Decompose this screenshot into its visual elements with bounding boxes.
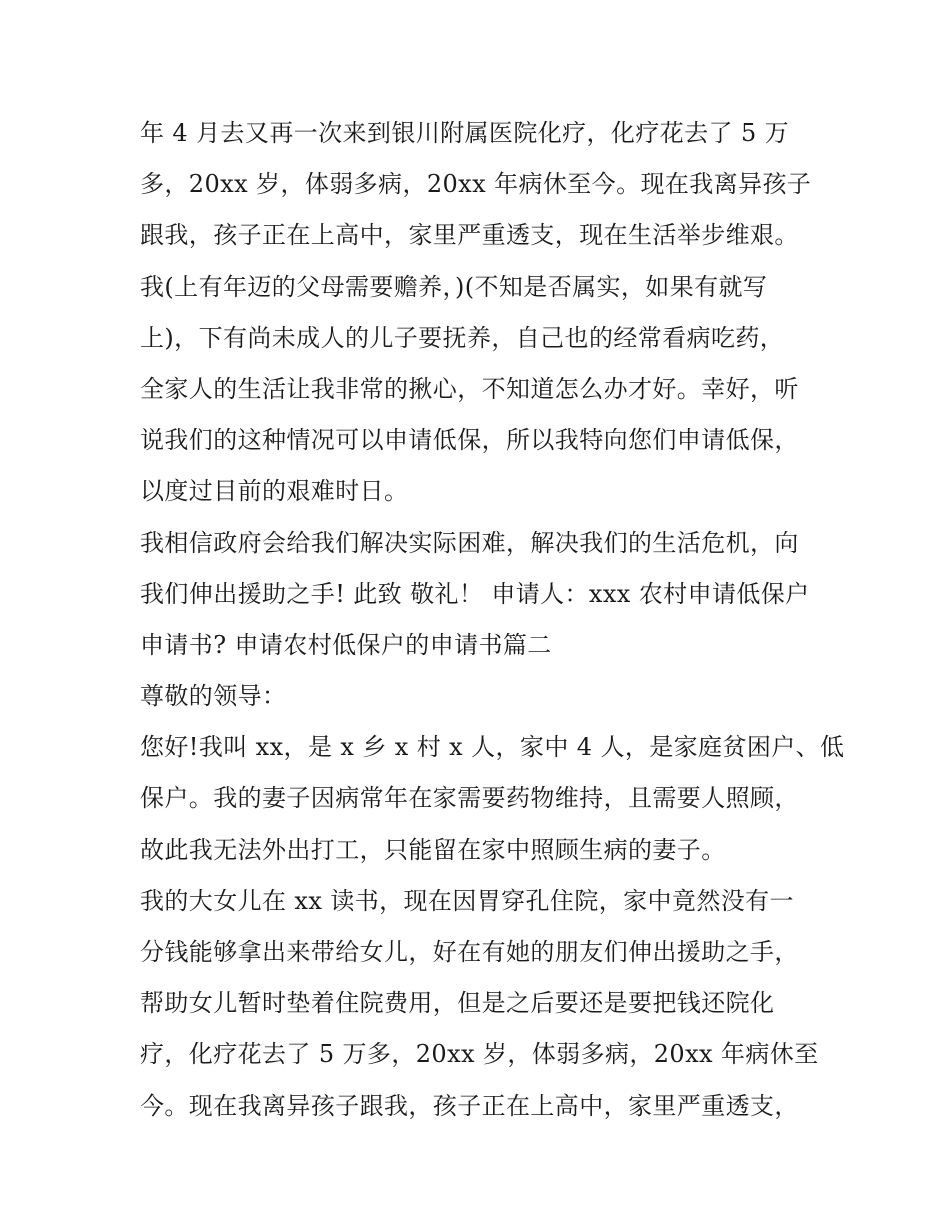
text-line: 上)，下有尚未成人的儿子要抚养，自己也的经常看病吃药， [140, 323, 785, 352]
document-body [140, 108, 845, 1132]
salutation: 尊敬的领导： [140, 682, 287, 711]
text-line: 分钱能够拿出来带给女儿，好在有她的朋友们伸出援助之手， [140, 938, 799, 966]
text-line: 我(上有年迈的父母需要赡养，)(不知是否属实，如果有就写 [140, 272, 768, 301]
text-line: 我们伸出援助之手! 此致 敬礼！ 申请人：xxx 农村申请低保户 [140, 579, 810, 608]
text-line: 多，20xx 岁，体弱多病，20xx 年病休至今。现在我离异孩子 [140, 170, 812, 199]
text-line: 保户。我的妻子因病常年在家需要药物维持，且需要人照顾， [140, 784, 799, 813]
text-line: 以度过目前的艰难时日。 [140, 477, 409, 506]
text-line: 我相信政府会给我们解决实际困难，解决我们的生活危机，向 [140, 528, 799, 557]
text-line: 全家人的生活让我非常的揪心，不知道怎么办才好。幸好，听 [140, 374, 799, 403]
text-line: 年 4 月去又再一次来到银川附属医院化疗，化疗花去了 5 万 [140, 119, 790, 147]
text-line: 故此我无法外出打工，只能留在家中照顾生病的妻子。 [140, 835, 726, 864]
text-line: 您好!我叫 xx，是 x 乡 x 村 x 人，家中 4 人，是家庭贫困户、低 [140, 733, 845, 762]
text-line: 帮助女儿暂时垫着住院费用，但是之后要还是要把钱还院化 [140, 989, 775, 1018]
text-line: 说我们的这种情况可以申请低保，所以我特向您们申请低保， [140, 426, 799, 455]
text-line: 申请书? 申请农村低保户的申请书篇二 [140, 630, 552, 659]
text-line: 今。现在我离异孩子跟我，孩子正在上高中，家里严重透支， [140, 1091, 799, 1120]
text-line: 疗，化疗花去了 5 万多，20xx 岁，体弱多病，20xx 年病休至 [140, 1040, 819, 1069]
text-line: 跟我，孩子正在上高中，家里严重透支，现在生活举步维艰。 [140, 221, 799, 250]
text-line: 我的大女儿在 xx 读书，现在因胃穿孔住院，家中竟然没有一 [140, 886, 794, 915]
